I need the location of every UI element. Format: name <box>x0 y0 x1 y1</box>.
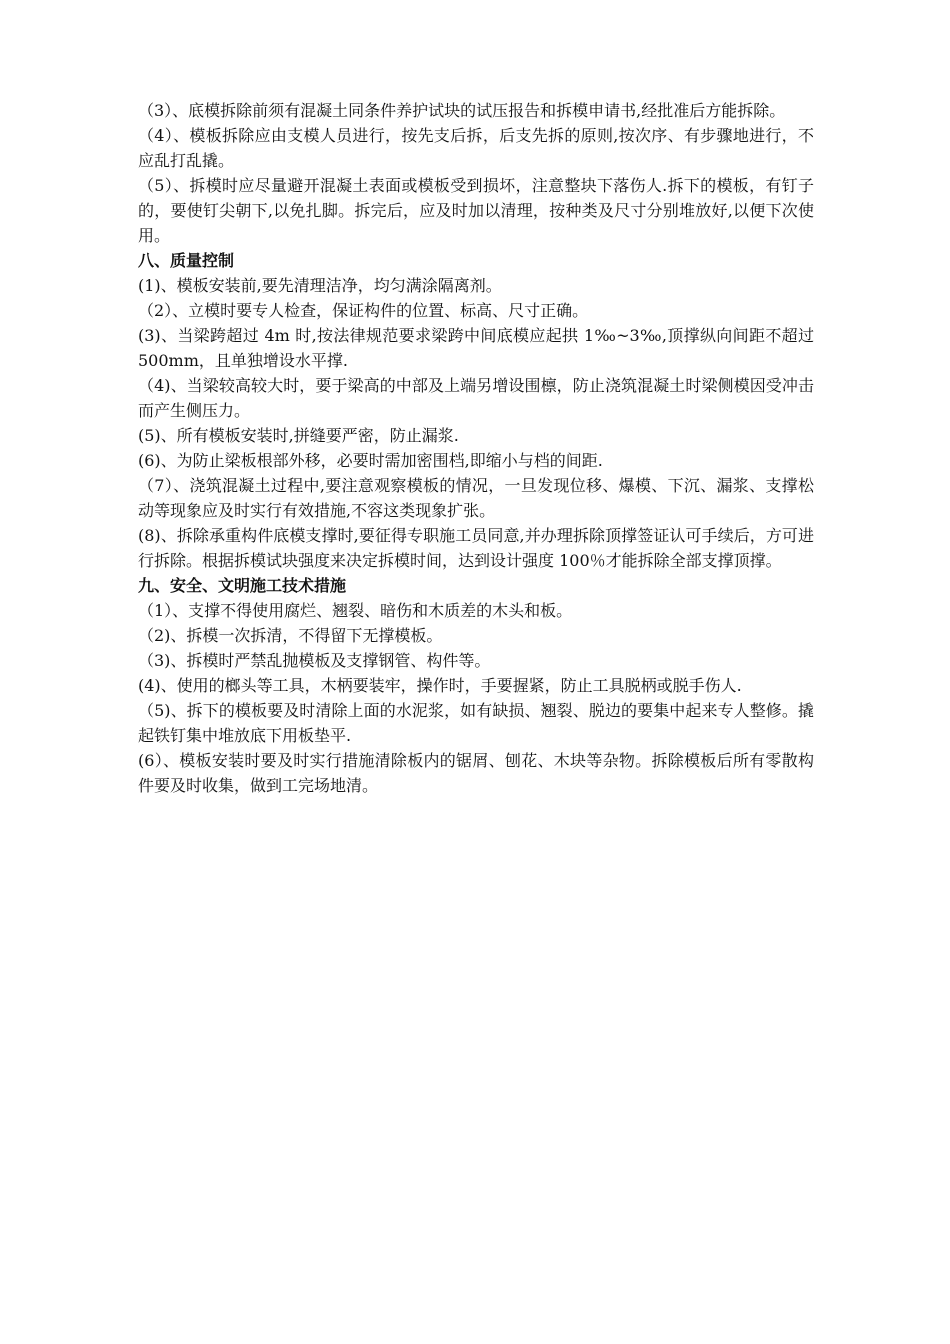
document-body <box>138 98 814 798</box>
paragraph-formwork-removal-5: （5）、拆模时应尽量避开混凝土表面或模板受到损坏，注意整块下落伤人.拆下的模板，有钉子的，要使钉尖朝下,以免扎脚。拆完后，应及时加以清理，按种类及尺寸分别堆放好,以便下次使用。 <box>138 176 814 245</box>
paragraph-formwork-removal-4: （4）、模板拆除应由支模人员进行，按先支后拆，后支先拆的原则,按次序、有步骤地进行，不应乱打乱撬。 <box>138 126 814 170</box>
paragraph-quality-2: （2）、立模时要专人检查，保证构件的位置、标高、尺寸正确。 <box>138 301 589 320</box>
paragraph-safety-3: （3)、拆模时严禁乱抛模板及支撑钢管、构件等。 <box>138 651 491 670</box>
paragraph-quality-8: (8)、拆除承重构件底模支撑时,要征得专职施工员同意,并办理拆除顶撑签证认可手续后，方可进行拆除。根据拆模试块强度来决定拆模时间，达到设计强度 100％才能拆除全部支撑顶撑。 <box>138 526 814 570</box>
paragraph-safety-2: （2)、拆模一次拆清，不得留下无撑模板。 <box>138 626 443 645</box>
paragraph-quality-4: （4)、当梁较高较大时，要于梁高的中部及上端另增设围檩，防止浇筑混凝土时梁侧模因受冲击而产生侧压力。 <box>138 376 814 420</box>
paragraph-quality-6: (6)、为防止梁板根部外移，必要时需加密围档,即缩小与档的间距. <box>138 451 603 470</box>
paragraph-safety-4: (4)、使用的榔头等工具，木柄要装牢，操作时，手要握紧，防止工具脱柄或脱手伤人. <box>138 676 742 695</box>
paragraph-formwork-removal-3: （3）、底模拆除前须有混凝土同条件养护试块的试压报告和拆模申请书,经批准后方能拆除。 <box>138 101 786 120</box>
section-heading-safety-measures: 九、安全、文明施工技术措施 <box>138 576 347 595</box>
section-heading-quality-control: 八、质量控制 <box>138 251 235 270</box>
paragraph-quality-1: (1)、模板安装前,要先清理洁净，均匀满涂隔离剂。 <box>138 276 502 295</box>
paragraph-quality-5: (5)、所有模板安装时,拼缝要严密，防止漏浆. <box>138 426 459 445</box>
paragraph-safety-1: （1）、支撑不得使用腐烂、翘裂、暗伤和木质差的木头和板。 <box>138 601 573 620</box>
paragraph-safety-6: (6）、模板安装时要及时实行措施清除板内的锯屑、刨花、木块等杂物。拆除模板后所有零散构件要及时收集，做到工完场地清。 <box>138 751 814 795</box>
paragraph-quality-3: (3)、当梁跨超过 4m 时,按法律规范要求梁跨中间底模应起拱 1‰~3‰,顶撑纵向间距不超过 500mm，且单独增设水平撑. <box>138 326 814 370</box>
paragraph-quality-7: （7）、浇筑混凝土过程中,要注意观察模板的情况，一旦发现位移、爆模、下沉、漏浆、支撑松动等现象应及时实行有效措施,不容这类现象扩张。 <box>138 476 814 520</box>
paragraph-safety-5: （5)、拆下的模板要及时清除上面的水泥浆，如有缺损、翘裂、脱边的要集中起来专人整修。撬起铁钉集中堆放底下用板垫平. <box>138 701 814 745</box>
